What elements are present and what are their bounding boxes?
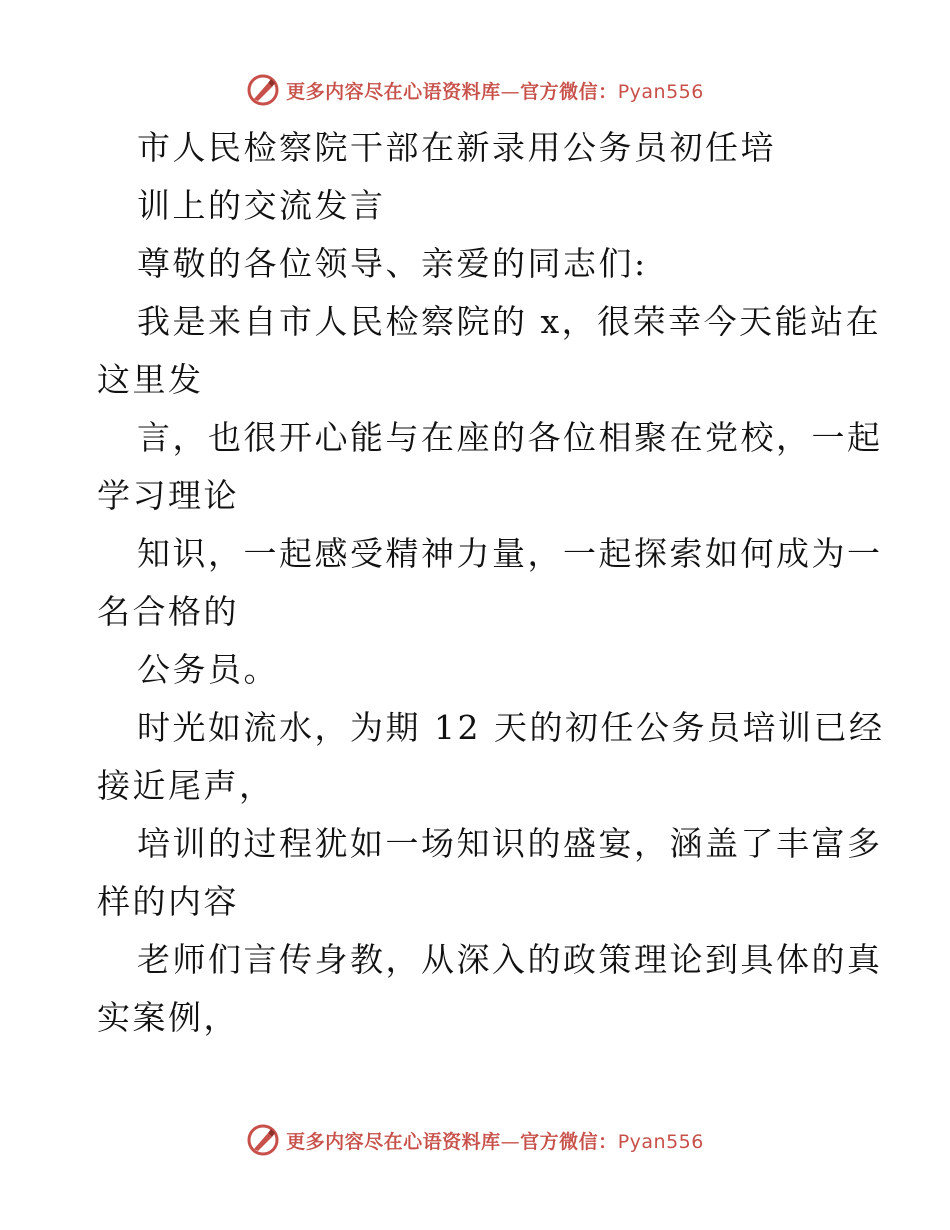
doc-paragraph-line: 接近尾声， <box>97 766 275 805</box>
doc-title-line-1: 市人民检察院干部在新录用公务员初任培 <box>137 128 776 167</box>
footer-banner-text: 更多内容尽在心语资料库—官方微信：Pyan556 <box>286 1130 704 1153</box>
doc-paragraph-line: 言，也很开心能与在座的各位相聚在党校，一起 <box>137 418 883 457</box>
doc-paragraph-line: 名合格的 <box>97 592 239 631</box>
doc-paragraph-line: 培训的过程犹如一场知识的盛宴，涵盖了丰富多 <box>137 824 883 863</box>
pen-logo-icon <box>246 1123 280 1157</box>
header-banner-text: 更多内容尽在心语资料库—官方微信：Pyan556 <box>286 80 704 103</box>
doc-paragraph-line: 样的内容 <box>97 882 239 921</box>
doc-paragraph-line: 公务员。 <box>137 650 279 689</box>
doc-paragraph-line: 学习理论 <box>97 476 239 515</box>
doc-title-line-2: 训上的交流发言 <box>137 186 386 225</box>
doc-paragraph-line: 老师们言传身教，从深入的政策理论到具体的真 <box>137 940 883 979</box>
doc-paragraph-line: 知识，一起感受精神力量，一起探索如何成为一 <box>137 534 883 573</box>
pen-logo-icon <box>246 73 280 107</box>
doc-paragraph-line: 实案例， <box>97 998 239 1037</box>
doc-paragraph-line: 这里发 <box>97 360 204 399</box>
doc-paragraph-line: 我是来自市人民检察院的 x，很荣幸今天能站在 <box>137 302 882 341</box>
header-watermark-banner <box>0 70 950 110</box>
doc-salutation: 尊敬的各位领导、亲爱的同志们: <box>137 244 648 283</box>
doc-paragraph-line: 时光如流水，为期 12 天的初任公务员培训已经 <box>137 708 885 747</box>
footer-watermark-banner <box>0 1120 950 1160</box>
